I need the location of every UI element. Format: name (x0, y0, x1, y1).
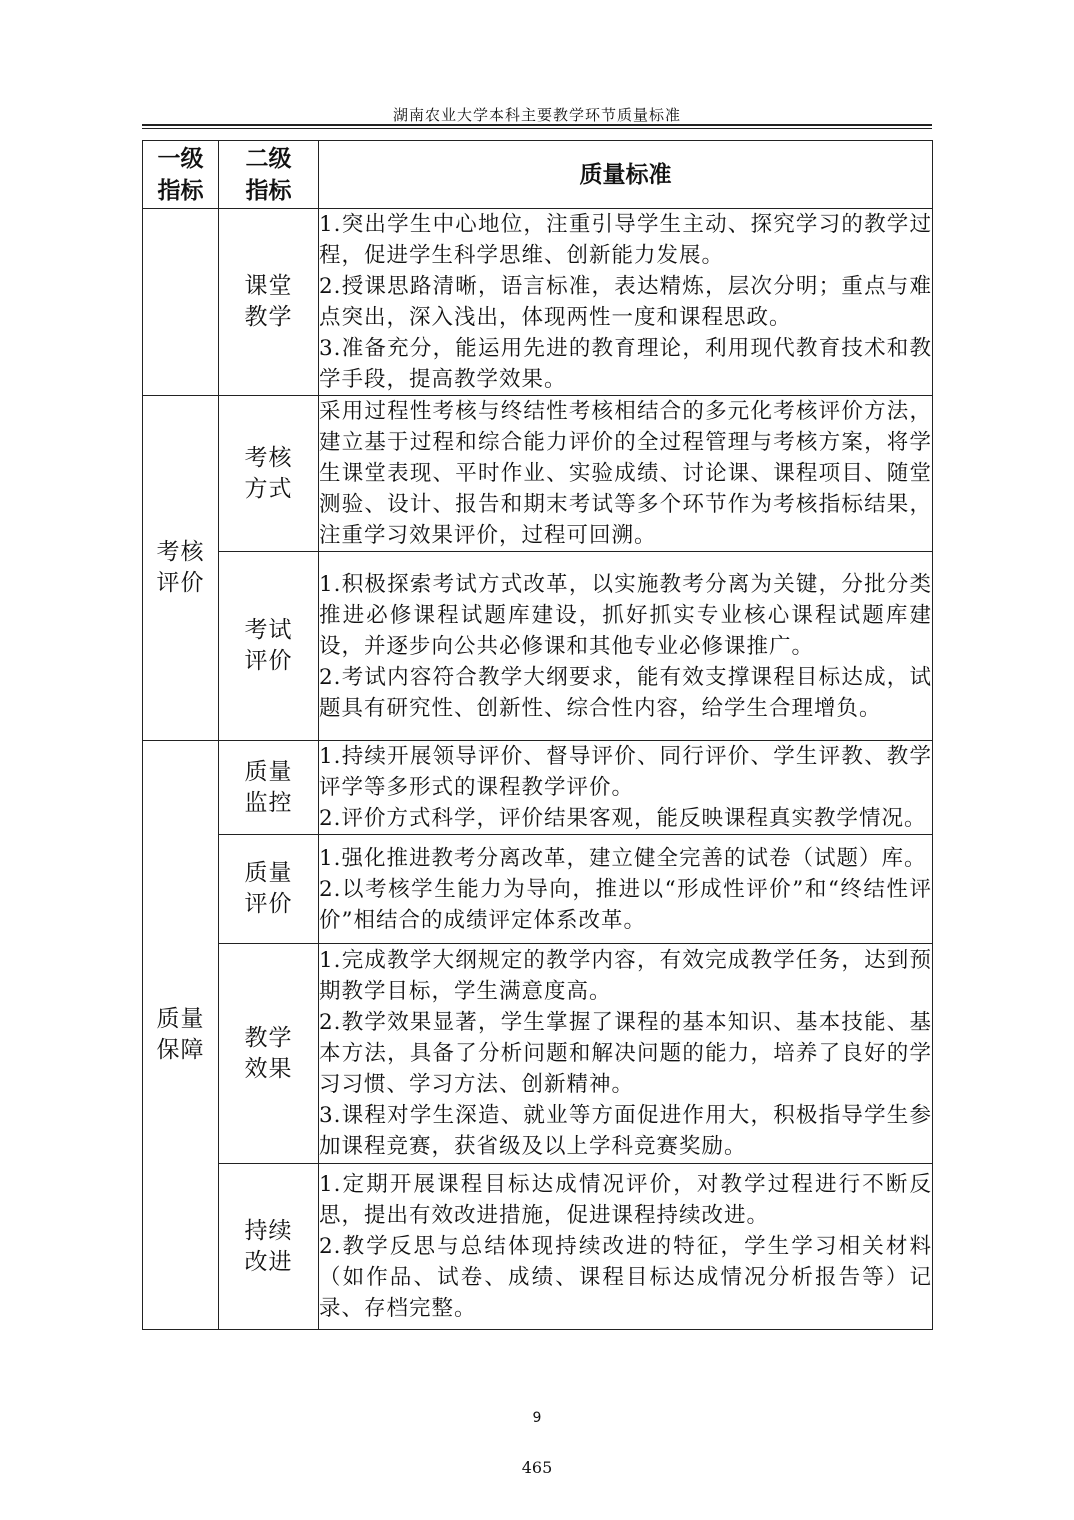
standard-assessment-method (319, 396, 933, 552)
table-row-exam (143, 552, 933, 741)
document-page-number: 465 (521, 1458, 553, 1477)
standard-classroom (319, 209, 933, 396)
page-number: 9 (532, 1410, 542, 1426)
level2-monitor: 质量 监控 (219, 741, 319, 835)
table-row-assessment-method (143, 396, 933, 552)
standard-item: 2.教学效果显著，学生掌握了课程的基本知识、基本技能、基本方法，具备了分析问题和解决问题的能力，培养了良好的学习习惯、学习方法、创新精神。 (319, 1010, 932, 1097)
table-row-improve (143, 1164, 933, 1330)
header-rule-thick (142, 124, 932, 126)
header-level2: 二级 指标 (219, 141, 319, 209)
standard-exam (319, 552, 933, 741)
table-row-classroom (143, 209, 933, 396)
level1-assessment: 考核 评价 (143, 396, 219, 741)
table-row-monitor (143, 741, 933, 835)
standard-item: 1.强化推进教考分离改革，建立健全完善的试卷（试题）库。 (319, 845, 927, 871)
page-header-title: 湖南农业大学本科主要教学环节质量标准 (392, 106, 681, 124)
level2-assessment-method: 考核 方式 (219, 396, 319, 552)
level2-evaluation: 质量 评价 (219, 835, 319, 944)
standard-item: 1.突出学生中心地位，注重引导学生主动、探究学习的教学过程，促进学生科学思维、创新能力发展。 (319, 212, 932, 268)
standard-effect (319, 944, 933, 1164)
header-rule-thin (142, 128, 932, 129)
header-level1: 一级 指标 (143, 141, 219, 209)
standard-improve (319, 1164, 933, 1330)
standard-item: 1.持续开展领导评价、督导评价、同行评价、学生评教、教学评学等多形式的课程教学评价。 (319, 744, 932, 800)
standard-item: 2.以考核学生能力为导向，推进以“形成性评价”和“终结性评价”相结合的成绩评定体系改革。 (319, 876, 932, 933)
standard-item: 3.准备充分，能运用先进的教育理论，利用现代教育技术和教学手段，提高教学效果。 (319, 336, 932, 392)
table-header-row (143, 141, 933, 209)
table-row-effect (143, 944, 933, 1164)
level2-improve: 持续 改进 (219, 1164, 319, 1330)
standard-item: 3.课程对学生深造、就业等方面促进作用大，积极指导学生参加课程竞赛，获省级及以上学科竞赛奖励。 (319, 1103, 932, 1159)
standard-item: 1.完成教学大纲规定的教学内容，有效完成教学任务，达到预期教学目标，学生满意度高。 (319, 948, 932, 1004)
standard-item: 2.评价方式科学，评价结果客观，能反映课程真实教学情况。 (319, 806, 927, 831)
level1-cell-empty (143, 209, 219, 396)
level2-effect: 教学 效果 (219, 944, 319, 1164)
standard-item: 2.考试内容符合教学大纲要求，能有效支撑课程目标达成，试题具有研究性、创新性、综合性内容，给学生合理增负。 (319, 664, 932, 721)
header-standard: 质量标准 (319, 141, 933, 209)
level2-classroom: 课堂 教学 (219, 209, 319, 396)
level1-quality: 质量 保障 (143, 741, 219, 1330)
level2-exam: 考试 评价 (219, 552, 319, 741)
standard-item: 采用过程性考核与终结性考核相结合的多元化考核评价方法，建立基于过程和综合能力评价的全过程管理与考核方案，将学生课堂表现、平时作业、实验成绩、讨论课、课程项目、随堂测验、设计、报告和期末考试等多个环节作为考核指标结果，注重学习效果评价，过程可回溯。 (319, 399, 932, 548)
standard-item: 1.积极探索考试方式改革，以实施教考分离为关键，分批分类推进必修课程试题库建设，抓好抓实专业核心课程试题库建设，并逐步向公共必修课和其他专业必修课推广。 (319, 571, 932, 659)
standard-monitor (319, 741, 933, 835)
standard-item: 2.授课思路清晰，语言标准，表达精炼，层次分明；重点与难点突出，深入浅出，体现两性一度和课程思政。 (319, 274, 932, 330)
standard-item: 2.教学反思与总结体现持续改进的特征，学生学习相关材料（如作品、试卷、成绩、课程目标达成情况分析报告等）记录、存档完整。 (319, 1234, 932, 1321)
table-row-evaluation (143, 835, 933, 944)
standard-item: 1.定期开展课程目标达成情况评价，对教学过程进行不断反思，提出有效改进措施，促进课程持续改进。 (319, 1172, 932, 1228)
standard-evaluation (319, 835, 933, 944)
quality-standard-table (142, 140, 933, 1330)
